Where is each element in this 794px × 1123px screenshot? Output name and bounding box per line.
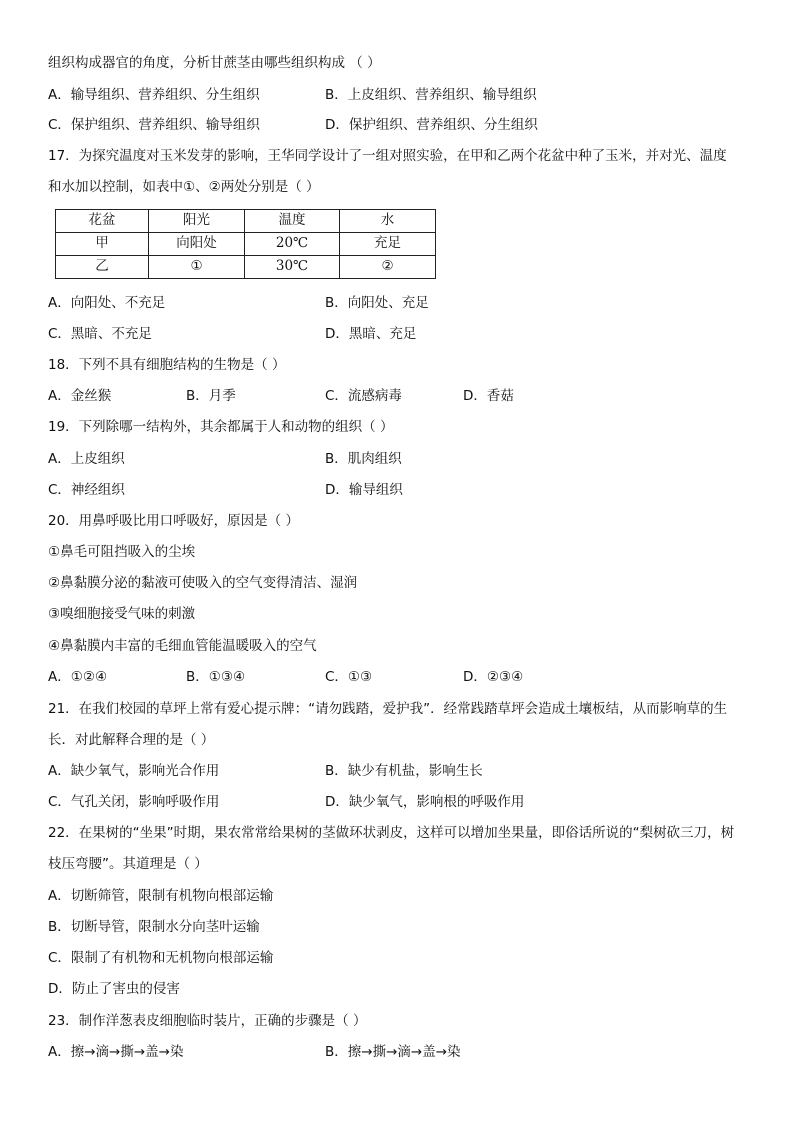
q19-option-d[interactable]: D．输导组织 xyxy=(325,482,403,498)
table-cell: 20℃ xyxy=(245,233,340,256)
q22-stem-line2: 枝压弯腰”。其道理是（ ） xyxy=(48,856,208,872)
q19-option-b[interactable]: B．肌肉组织 xyxy=(325,451,402,467)
q20-option-a[interactable]: A．①②④ xyxy=(48,669,108,685)
table-cell: ① xyxy=(149,256,245,279)
q20-option-b[interactable]: B．①③④ xyxy=(186,669,246,685)
q20-stem: 20．用鼻呼吸比用口呼吸好，原因是（ ） xyxy=(48,513,299,529)
q17-experiment-table xyxy=(55,209,436,279)
q22-stem-line1: 22．在果树的“坐果”时期，果农常常给果树的茎做环状剥皮，这样可以增加坐果量，即俗话所说的“梨树砍三刀，树 xyxy=(48,825,735,841)
q16-option-b[interactable]: B．上皮组织、营养组织、输导组织 xyxy=(325,87,537,103)
table-cell: 乙 xyxy=(56,256,149,279)
q16-stem: 组织构成器官的角度，分析甘蔗茎由哪些组织构成 （ ） xyxy=(48,55,381,71)
table-cell: 30℃ xyxy=(245,256,340,279)
q23-stem: 23．制作洋葱表皮细胞临时装片，正确的步骤是（ ） xyxy=(48,1013,367,1029)
q20-statement-1: ①鼻毛可阻挡吸入的尘埃 xyxy=(48,544,196,560)
q19-option-a[interactable]: A．上皮组织 xyxy=(48,451,125,467)
q20-option-c[interactable]: C．①③ xyxy=(325,669,373,685)
q21-stem-line2: 长．对此解释合理的是（ ） xyxy=(48,732,215,748)
table-header-cell: 水 xyxy=(340,210,436,233)
q21-option-a[interactable]: A．缺少氧气，影响光合作用 xyxy=(48,763,220,779)
q17-option-a[interactable]: A．向阳处、不充足 xyxy=(48,295,166,311)
q23-option-a[interactable]: A．擦→滴→撕→盖→染 xyxy=(48,1044,184,1060)
q21-option-c[interactable]: C．气孔关闭，影响呼吸作用 xyxy=(48,794,220,810)
q17-option-c[interactable]: C．黑暗、不充足 xyxy=(48,326,152,342)
q18-option-a[interactable]: A．金丝猴 xyxy=(48,388,112,404)
table-header-cell: 阳光 xyxy=(149,210,245,233)
q18-option-c[interactable]: C．流感病毒 xyxy=(325,388,402,404)
q20-statement-2: ②鼻黏膜分泌的黏液可使吸入的空气变得清洁、湿润 xyxy=(48,575,358,591)
table-header-cell: 温度 xyxy=(245,210,340,233)
q19-option-c[interactable]: C．神经组织 xyxy=(48,482,125,498)
q16-option-d[interactable]: D．保护组织、营养组织、分生组织 xyxy=(325,117,538,133)
q22-option-a[interactable]: A．切断筛管，限制有机物向根部运输 xyxy=(48,888,274,904)
table-header-row xyxy=(56,210,436,233)
q16-option-c[interactable]: C．保护组织、营养组织、输导组织 xyxy=(48,117,260,133)
q19-stem: 19．下列除哪一结构外，其余都属于人和动物的组织（ ） xyxy=(48,419,394,435)
table-cell: 甲 xyxy=(56,233,149,256)
table-row xyxy=(56,233,436,256)
q17-option-d[interactable]: D．黑暗、充足 xyxy=(325,326,417,342)
q20-statement-3: ③嗅细胞接受气味的刺激 xyxy=(48,606,196,622)
q18-option-d[interactable]: D．香菇 xyxy=(463,388,514,404)
q21-option-b[interactable]: B．缺少有机盐，影响生长 xyxy=(325,763,483,779)
q20-statement-4: ④鼻黏膜内丰富的毛细血管能温暖吸入的空气 xyxy=(48,638,317,654)
table-cell: ② xyxy=(340,256,436,279)
table-cell: 向阳处 xyxy=(149,233,245,256)
q20-option-d[interactable]: D．②③④ xyxy=(463,669,524,685)
q18-option-b[interactable]: B．月季 xyxy=(186,388,236,404)
q17-option-b[interactable]: B．向阳处、充足 xyxy=(325,295,429,311)
q22-option-d[interactable]: D．防止了害虫的侵害 xyxy=(48,981,180,997)
q23-option-b[interactable]: B．擦→撕→滴→盖→染 xyxy=(325,1044,461,1060)
table-header-cell: 花盆 xyxy=(56,210,149,233)
q18-stem: 18．下列不具有细胞结构的生物是（ ） xyxy=(48,357,286,373)
q21-option-d[interactable]: D．缺少氧气，影响根的呼吸作用 xyxy=(325,794,525,810)
q21-stem-line1: 21．在我们校园的草坪上常有爱心提示牌：“请勿践踏，爱护我”．经常践踏草坪会造成土壤板结，从而影响草的生 xyxy=(48,701,728,717)
table-row xyxy=(56,256,436,279)
q17-stem-line2: 和水加以控制，如表中①、②两处分别是（ ） xyxy=(48,179,320,195)
q22-option-c[interactable]: C．限制了有机物和无机物向根部运输 xyxy=(48,950,274,966)
q16-option-a[interactable]: A．输导组织、营养组织、分生组织 xyxy=(48,87,260,103)
table-cell: 充足 xyxy=(340,233,436,256)
q17-stem-line1: 17．为探究温度对玉米发芽的影响，王华同学设计了一组对照实验，在甲和乙两个花盆中种了玉米，并对光、温度 xyxy=(48,148,727,164)
q22-option-b[interactable]: B．切断导管，限制水分向茎叶运输 xyxy=(48,919,260,935)
